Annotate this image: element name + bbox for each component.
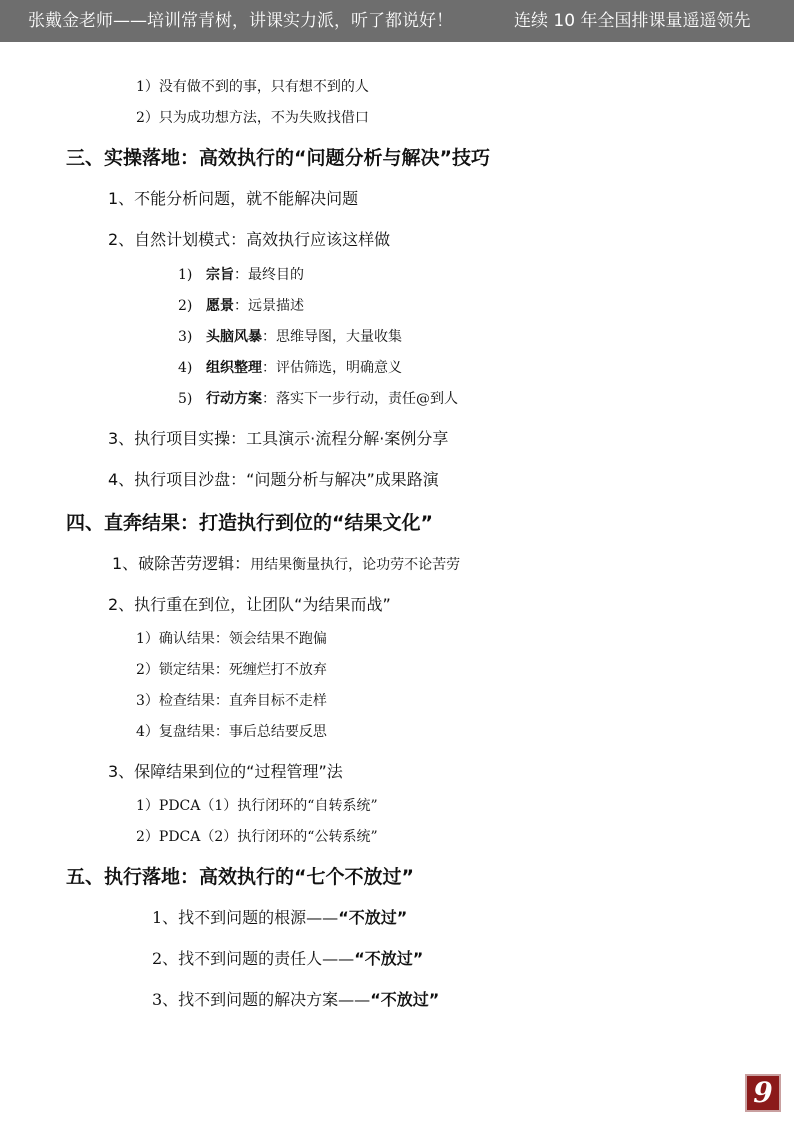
item-text: ：远景描述 — [234, 298, 304, 314]
list-item: 4、执行项目沙盘：“问题分析与解决”成果路演 — [108, 470, 439, 489]
list-item: 1）没有做不到的事，只有想不到的人 — [136, 79, 369, 95]
section-heading-3: 三、实操落地：高效执行的“问题分析与解决”技巧 — [66, 147, 490, 169]
item-text: 2、找不到问题的责任人—— — [152, 949, 355, 968]
list-item: 2）锁定结果：死缠烂打不放弃 — [136, 662, 327, 678]
item-keyword: “不放过” — [370, 990, 440, 1009]
item-text: 用结果衡量执行，论功劳不论苦劳 — [250, 557, 461, 573]
list-item — [152, 946, 423, 969]
item-text: ：思维导图，大量收集 — [262, 329, 402, 345]
item-keyword: 行动方案 — [206, 391, 262, 407]
item-text: ：最终目的 — [234, 267, 304, 283]
list-item — [112, 551, 460, 574]
list-item: 1）PDCA（1）执行闭环的“自转系统” — [136, 798, 378, 814]
list-item: 3、执行项目实操：工具演示·流程分解·案例分享 — [108, 429, 449, 448]
item-keyword: 愿景 — [206, 298, 234, 314]
item-keyword: 宗旨 — [206, 267, 234, 283]
item-keyword: 1、破除苦劳逻辑： — [112, 554, 251, 573]
item-keyword: 头脑风暴 — [206, 329, 262, 345]
section-heading-5: 五、执行落地：高效执行的“七个不放过” — [66, 866, 414, 888]
section-heading-4: 四、直奔结果：打造执行到位的“结果文化” — [66, 512, 433, 534]
item-text: 3、找不到问题的解决方案—— — [152, 990, 371, 1009]
list-item — [178, 357, 402, 377]
list-item: 1、不能分析问题，就不能解决问题 — [108, 189, 359, 208]
item-text: ：评估筛选，明确意义 — [262, 360, 402, 376]
list-item: 3）检查结果：直奔目标不走样 — [136, 693, 327, 709]
item-number: 1) — [178, 267, 193, 283]
list-item — [152, 905, 407, 928]
list-item: 2、自然计划模式：高效执行应该这样做 — [108, 230, 391, 249]
item-text: 1、找不到问题的根源—— — [152, 908, 339, 927]
list-item: 2）只为成功想方法，不为失败找借口 — [136, 110, 369, 126]
list-item — [178, 388, 458, 408]
header-ranking: 连续 10 年全国排课量遥遥领先 — [514, 11, 751, 31]
list-item: 4）复盘结果：事后总结要反思 — [136, 724, 327, 740]
item-keyword: “不放过” — [354, 949, 424, 968]
item-number: 5) — [178, 391, 193, 407]
list-item: 3、保障结果到位的“过程管理”法 — [108, 762, 343, 781]
list-item — [178, 295, 304, 315]
item-keyword: “不放过” — [338, 908, 408, 927]
header-slogan: 张戴金老师——培训常青树，讲课实力派，听了都说好！ — [28, 11, 453, 31]
item-number: 3) — [178, 329, 193, 345]
page-header — [0, 0, 794, 42]
list-item — [178, 326, 402, 346]
list-item — [178, 264, 304, 284]
item-text: ：落实下一步行动，责任@到人 — [262, 391, 458, 407]
list-item: 1）确认结果：领会结果不跑偏 — [136, 631, 327, 647]
item-number: 4) — [178, 360, 193, 376]
list-item: 2、执行重在到位，让团队“为结果而战” — [108, 595, 391, 614]
list-item: 2）PDCA（2）执行闭环的“公转系统” — [136, 829, 378, 845]
item-keyword: 组织整理 — [206, 360, 262, 376]
item-number: 2) — [178, 298, 193, 314]
page-number: 9 — [745, 1074, 781, 1112]
list-item — [152, 987, 439, 1010]
